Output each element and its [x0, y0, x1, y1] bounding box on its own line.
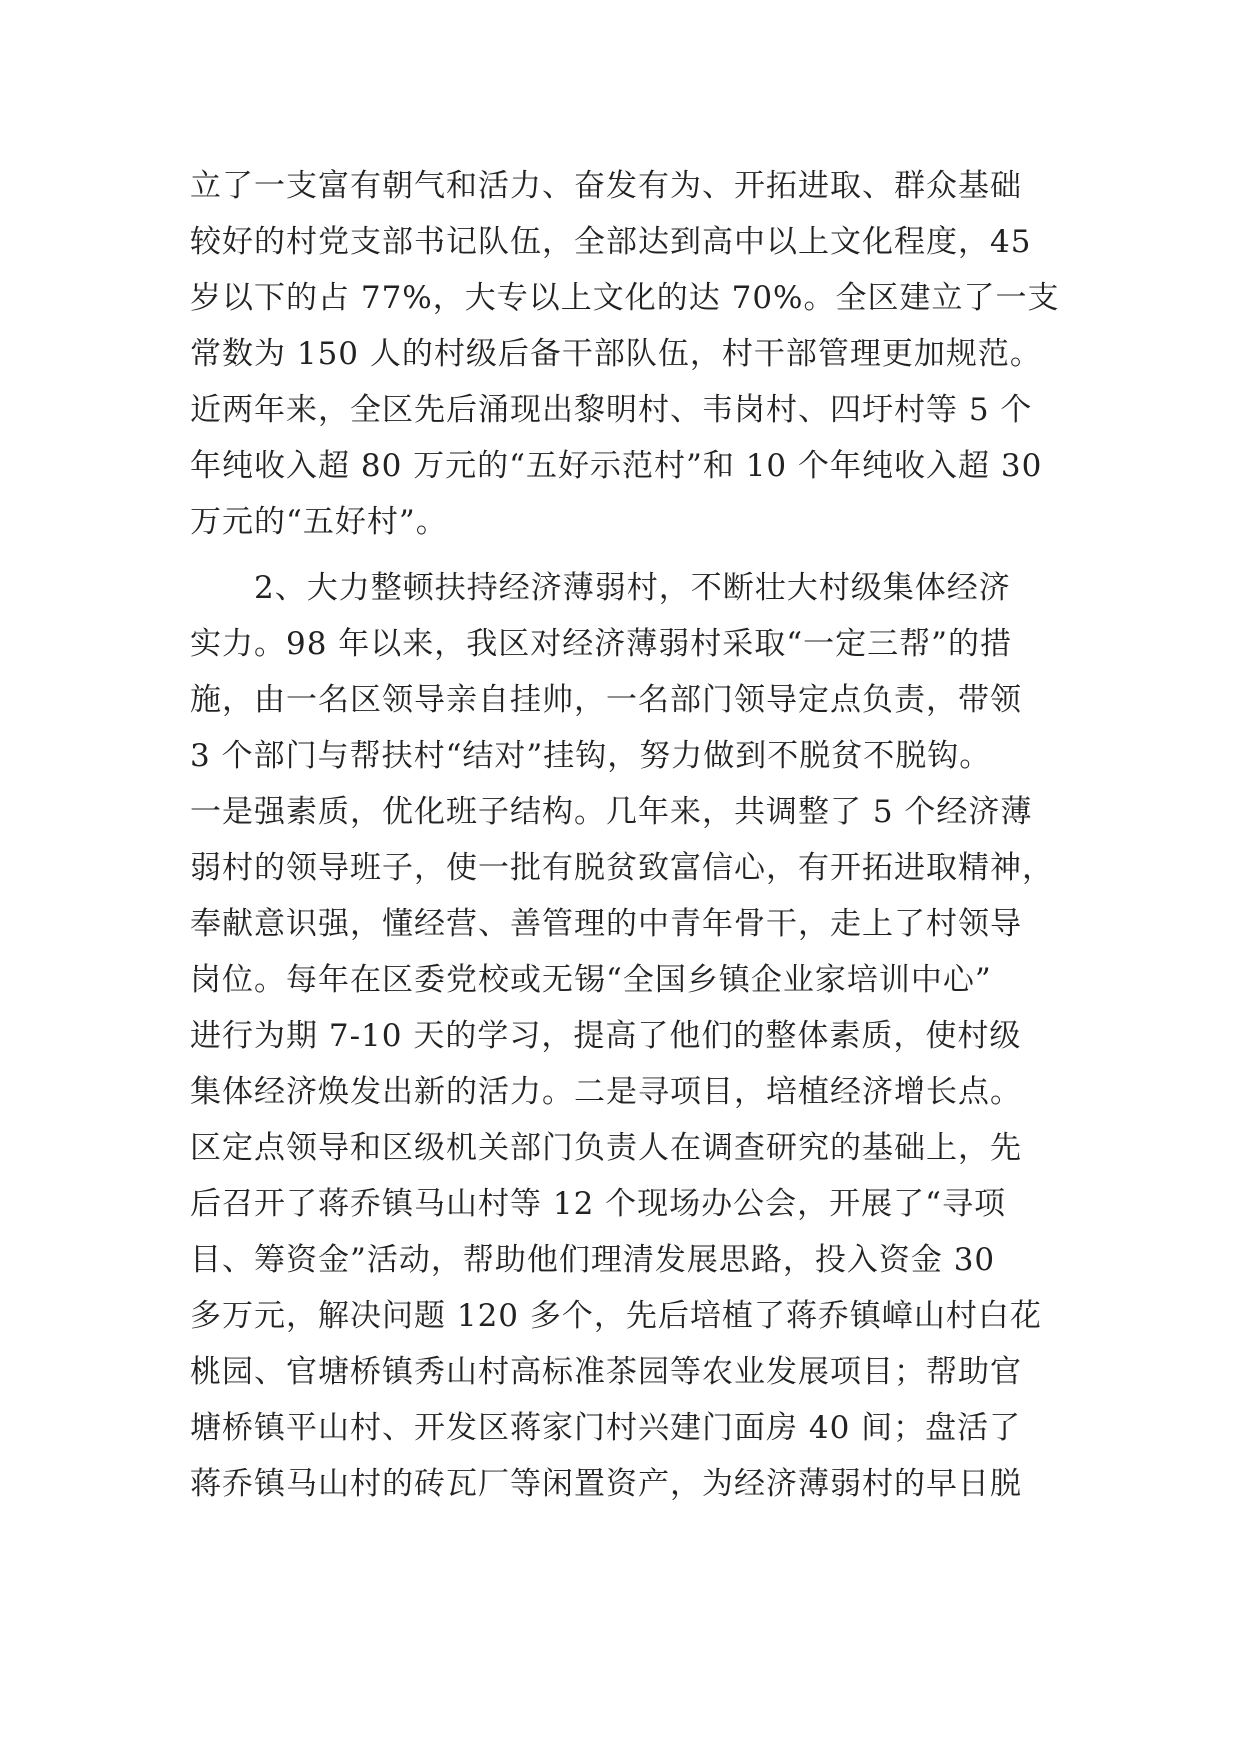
paragraph-2	[190, 560, 1054, 1568]
text-line: 目、筹资金”活动，帮助他们理清发展思路，投入资金 30	[190, 1242, 996, 1278]
text-line: 蒋乔镇马山村的砖瓦厂等闲置资产，为经济薄弱村的早日脱	[190, 1466, 1022, 1502]
text-line: 塘桥镇平山村、开发区蒋家门村兴建门面房 40 间；盘活了	[190, 1410, 1022, 1446]
text-line: 立了一支富有朝气和活力、奋发有为、开拓进取、群众基础	[190, 168, 1022, 204]
text-line	[190, 1512, 1050, 1568]
paragraph-gap	[190, 550, 1050, 560]
paragraph-1	[190, 158, 1060, 550]
text-line: 弱村的领导班子，使一批有脱贫致富信心，有开拓进取精神，	[190, 850, 1054, 886]
text-line: 岗位。每年在区委党校或无锡“全国乡镇企业家培训中心”	[190, 962, 992, 998]
text-line: 2、大力整顿扶持经济薄弱村，不断壮大村级集体经济	[190, 570, 1011, 606]
document-body	[190, 158, 1060, 1568]
text-line: 3 个部门与帮扶村“结对”挂钩，努力做到不脱贫不脱钩。	[190, 738, 992, 774]
text-line: 万元的“五好村”。	[190, 504, 448, 540]
text-line: 近两年来，全区先后涌现出黎明村、韦岗村、四圩村等 5 个	[190, 392, 1033, 428]
text-line: 奉献意识强，懂经营、善管理的中青年骨干，走上了村领导	[190, 906, 1022, 942]
text-line: 常数为 150 人的村级后备干部队伍，村干部管理更加规范。	[190, 336, 1042, 372]
text-line: 多万元，解决问题 120 多个，先后培植了蒋乔镇嶂山村白花	[190, 1298, 1042, 1334]
text-line: 实力。98 年以来，我区对经济薄弱村采取“一定三帮”的措	[190, 626, 1012, 662]
text-line: 后召开了蒋乔镇马山村等 12 个现场办公会，开展了“寻项	[190, 1186, 1006, 1222]
text-line: 较好的村党支部书记队伍，全部达到高中以上文化程度，45	[190, 224, 1032, 260]
text-line: 施，由一名区领导亲自挂帅，一名部门领导定点负责，带领	[190, 682, 1022, 718]
text-line: 进行为期 7-10 天的学习，提高了他们的整体素质，使村级	[190, 1018, 1022, 1054]
text-line: 桃园、官塘桥镇秀山村高标准茶园等农业发展项目；帮助官	[190, 1354, 1022, 1390]
text-line: 一是强素质，优化班子结构。几年来，共调整了 5 个经济薄	[190, 794, 1033, 830]
text-line: 区定点领导和区级机关部门负责人在调查研究的基础上，先	[190, 1130, 1022, 1166]
text-line: 集体经济焕发出新的活力。二是寻项目，培植经济增长点。	[190, 1074, 1022, 1110]
text-line: 年纯收入超 80 万元的“五好示范村”和 10 个年纯收入超 30	[190, 448, 1043, 484]
text-line: 岁以下的占 77%，大专以上文化的达 70%。全区建立了一支	[190, 280, 1060, 316]
